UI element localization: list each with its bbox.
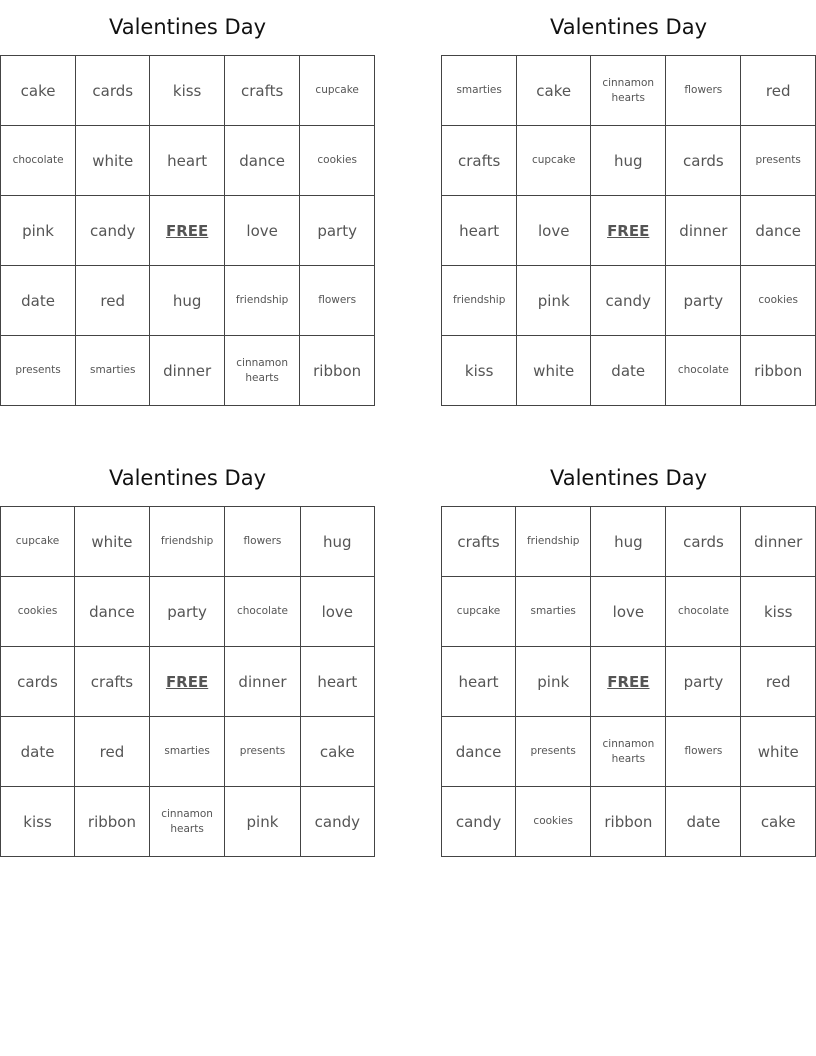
bingo-cell: friendship bbox=[442, 266, 517, 336]
bingo-cell: candy bbox=[76, 196, 150, 266]
bingo-cell: date bbox=[1, 266, 76, 336]
bingo-cell: friendship bbox=[149, 507, 225, 577]
bingo-cell: dinner bbox=[741, 507, 816, 577]
grid-row bbox=[1, 266, 375, 336]
bingo-cell: candy bbox=[300, 787, 374, 857]
grid-row bbox=[442, 266, 816, 336]
bingo-cell: flowers bbox=[666, 717, 741, 787]
bingo-cell: ribbon bbox=[741, 336, 816, 406]
bingo-cell: presents bbox=[516, 717, 591, 787]
grid-row bbox=[1, 56, 375, 126]
bingo-cell: friendship bbox=[224, 266, 299, 336]
grid-row bbox=[1, 336, 375, 406]
bingo-cell: red bbox=[741, 647, 816, 717]
grid-row bbox=[1, 577, 375, 647]
bingo-cell: cake bbox=[1, 56, 76, 126]
bingo-cell: cookies bbox=[741, 266, 816, 336]
bingo-cell: friendship bbox=[516, 507, 591, 577]
bingo-cell: hug bbox=[591, 507, 666, 577]
bingo-cell: dinner bbox=[225, 647, 300, 717]
bingo-cell: white bbox=[517, 336, 591, 406]
bingo-cell: presents bbox=[225, 717, 300, 787]
bingo-cell: cookies bbox=[516, 787, 591, 857]
bingo-cell: ribbon bbox=[591, 787, 666, 857]
bingo-cell: pink bbox=[225, 787, 300, 857]
bingo-cell: pink bbox=[517, 266, 591, 336]
free-space: FREE bbox=[591, 647, 666, 717]
bingo-cell: crafts bbox=[224, 56, 299, 126]
bingo-cell: smarties bbox=[149, 717, 225, 787]
grid-row bbox=[442, 577, 816, 647]
bingo-cell: cards bbox=[666, 126, 741, 196]
bingo-cell: red bbox=[741, 56, 816, 126]
bingo-cell: heart bbox=[442, 196, 517, 266]
bingo-cell: date bbox=[591, 336, 666, 406]
bingo-cell: hug bbox=[150, 266, 225, 336]
bingo-cell: pink bbox=[1, 196, 76, 266]
bingo-cell: white bbox=[76, 126, 150, 196]
bingo-cell: kiss bbox=[150, 56, 225, 126]
grid-row bbox=[1, 196, 375, 266]
grid-row bbox=[1, 717, 375, 787]
grid-row bbox=[1, 787, 375, 857]
bingo-grid bbox=[0, 506, 375, 857]
bingo-cell: party bbox=[149, 577, 225, 647]
bingo-cell: party bbox=[300, 196, 375, 266]
bingo-cell: kiss bbox=[741, 577, 816, 647]
bingo-cell: flowers bbox=[300, 266, 375, 336]
bingo-cell: flowers bbox=[666, 56, 741, 126]
bingo-cell: heart bbox=[300, 647, 374, 717]
bingo-cell: dinner bbox=[666, 196, 741, 266]
grid-row bbox=[442, 126, 816, 196]
bingo-cell: candy bbox=[442, 787, 516, 857]
grid-row bbox=[442, 196, 816, 266]
card-title: Valentines Day bbox=[108, 15, 267, 39]
bingo-cell: pink bbox=[516, 647, 591, 717]
grid-row bbox=[1, 507, 375, 577]
bingo-cell: heart bbox=[442, 647, 516, 717]
bingo-cell: chocolate bbox=[1, 126, 76, 196]
bingo-grid bbox=[441, 506, 816, 857]
grid-row bbox=[442, 336, 816, 406]
bingo-cell: cupcake bbox=[442, 577, 516, 647]
grid-row bbox=[442, 647, 816, 717]
bingo-cell: date bbox=[1, 717, 75, 787]
bingo-cell: cupcake bbox=[300, 56, 375, 126]
bingo-cell: cards bbox=[1, 647, 75, 717]
bingo-cell: love bbox=[300, 577, 374, 647]
bingo-cell: cards bbox=[666, 507, 741, 577]
bingo-cell: flowers bbox=[225, 507, 300, 577]
bingo-cell: heart bbox=[150, 126, 225, 196]
free-space: FREE bbox=[149, 647, 225, 717]
bingo-cell: date bbox=[666, 787, 741, 857]
bingo-cell: white bbox=[741, 717, 816, 787]
card-title: Valentines Day bbox=[549, 15, 708, 39]
bingo-cell: ribbon bbox=[75, 787, 150, 857]
grid-row bbox=[442, 787, 816, 857]
bingo-cell: ribbon bbox=[300, 336, 375, 406]
bingo-grid bbox=[441, 55, 816, 406]
bingo-cell: white bbox=[75, 507, 150, 577]
bingo-cell: cinnamon hearts bbox=[591, 717, 666, 787]
bingo-cell: party bbox=[666, 266, 741, 336]
bingo-cell: hug bbox=[300, 507, 374, 577]
bingo-cell: cookies bbox=[300, 126, 375, 196]
bingo-cell: smarties bbox=[442, 56, 517, 126]
bingo-cell: kiss bbox=[1, 787, 75, 857]
bingo-cell: red bbox=[75, 717, 150, 787]
bingo-cell: candy bbox=[591, 266, 666, 336]
bingo-cell: cake bbox=[300, 717, 374, 787]
bingo-cell: red bbox=[76, 266, 150, 336]
card-title: Valentines Day bbox=[549, 466, 708, 490]
bingo-cell: presents bbox=[1, 336, 76, 406]
bingo-cell: dance bbox=[442, 717, 516, 787]
bingo-grid bbox=[0, 55, 375, 406]
bingo-cell: cinnamon hearts bbox=[224, 336, 299, 406]
grid-row bbox=[442, 56, 816, 126]
bingo-cell: chocolate bbox=[666, 577, 741, 647]
bingo-cell: chocolate bbox=[666, 336, 741, 406]
free-space: FREE bbox=[150, 196, 225, 266]
free-space: FREE bbox=[591, 196, 666, 266]
bingo-cell: crafts bbox=[442, 126, 517, 196]
bingo-cell: cupcake bbox=[517, 126, 591, 196]
bingo-cell: love bbox=[591, 577, 666, 647]
bingo-cell: crafts bbox=[75, 647, 150, 717]
grid-row bbox=[442, 717, 816, 787]
bingo-cell: love bbox=[224, 196, 299, 266]
bingo-cell: party bbox=[666, 647, 741, 717]
bingo-cell: cake bbox=[517, 56, 591, 126]
bingo-cell: love bbox=[517, 196, 591, 266]
bingo-cell: smarties bbox=[516, 577, 591, 647]
bingo-cell: dance bbox=[75, 577, 150, 647]
bingo-cell: dance bbox=[741, 196, 816, 266]
bingo-cell: hug bbox=[591, 126, 666, 196]
bingo-cell: crafts bbox=[442, 507, 516, 577]
card-title: Valentines Day bbox=[108, 466, 267, 490]
bingo-cell: cupcake bbox=[1, 507, 75, 577]
bingo-cell: cake bbox=[741, 787, 816, 857]
bingo-cell: kiss bbox=[442, 336, 517, 406]
grid-row bbox=[1, 647, 375, 717]
bingo-cell: cookies bbox=[1, 577, 75, 647]
bingo-cell: dance bbox=[224, 126, 299, 196]
bingo-cell: cinnamon hearts bbox=[149, 787, 225, 857]
bingo-cell: chocolate bbox=[225, 577, 300, 647]
grid-row bbox=[442, 507, 816, 577]
grid-row bbox=[1, 126, 375, 196]
bingo-cell: presents bbox=[741, 126, 816, 196]
bingo-cell: dinner bbox=[150, 336, 225, 406]
bingo-cell: cinnamon hearts bbox=[591, 56, 666, 126]
bingo-cell: smarties bbox=[76, 336, 150, 406]
bingo-cell: cards bbox=[76, 56, 150, 126]
